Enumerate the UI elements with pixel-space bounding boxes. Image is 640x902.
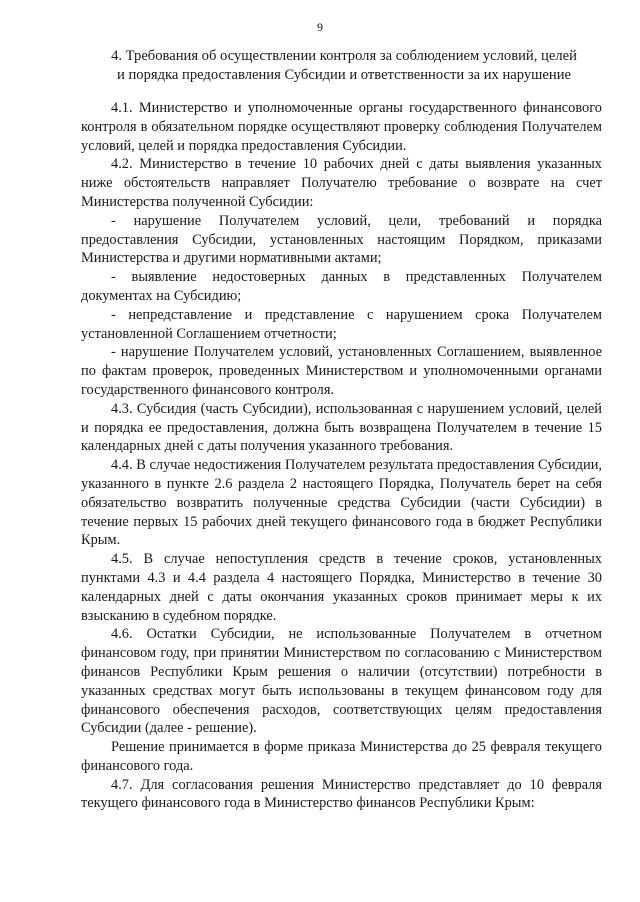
paragraph-4-5: 4.5. В случае непоступления средств в течение сроков, установленных пунктами 4.3 и 4.4 раздела 4 настоящего Порядка, Министерство в течение 30 календарных дней с даты окончания указанных сроков принимает меры к их взысканию в судебном порядке. xyxy=(81,551,602,624)
paragraph-4-4: 4.4. В случае недостижения Получателем результата предоставления Субсидии, указанного в пункте 2.6 раздела 2 настоящего Порядка, Получатель берет на себя обязательство возвратить полученные средства Субсидии (части Субсидии) в течение первых 15 рабочих дней текущего финансового года в бюджет Республики Крым. xyxy=(81,457,602,549)
page-number: 9 xyxy=(317,20,323,34)
section-heading-line-2: и порядка предоставления Субсидии и ответственности за их нарушение xyxy=(117,67,571,83)
list-item: - выявление недостоверных данных в представленных Получателем документах на Субсидию; xyxy=(81,269,602,304)
paragraph-4-1: 4.1. Министерство и уполномоченные органы государственного финансового контроля в обязательном порядке осуществляют проверку соблюдения Получателем условий, целей и порядка предоставления Субсидии. xyxy=(81,100,602,154)
paragraph-4-3: 4.3. Субсидия (часть Субсидии), использованная с нарушением условий, целей и порядка ее предоставления, должна быть возвращена Получателем в течение 15 календарных дней с даты получения указанного требования. xyxy=(81,400,602,455)
paragraph-4-7: 4.7. Для согласования решения Министерство представляет до 10 февраля текущего финансового года в Министерство финансов Республики Крым: xyxy=(81,776,602,812)
paragraph-4-2: 4.2. Министерство в течение 10 рабочих дней с даты выявления указанных ниже обстоятельств направляет Получателю требование о возврате на счет Министерства полученной Субсидии: xyxy=(81,156,602,210)
paragraph-4-6: 4.6. Остатки Субсидии, не использованные Получателем в отчетном финансовом году, при принятии Министерством по согласованию с Министерством финансов Республики Крым решения о наличии (отсутствии) потребности в указанных средствах могут быть использованы в текущем финансовом году для финансового обеспечения расходов, соответствующих целям предоставления Субсидии (далее - решение). xyxy=(81,626,602,737)
list-item: - нарушение Получателем условий, установленных Соглашением, выявленное по фактам проверок, проведенных Министерством и уполномоченными органами государственного финансового контроля. xyxy=(81,344,602,398)
section-heading-line-1: 4. Требования об осуществлении контроля за соблюдением условий, целей xyxy=(111,48,577,64)
document-body xyxy=(81,99,602,813)
list-item: - непредставление и представление с нарушением срока Получателем установленной Соглашением отчетности; xyxy=(81,306,602,342)
list-item: - нарушение Получателем условий, цели, требований и порядка предоставления Субсидии, установленных настоящим Порядком, приказами Министерства и другими нормативными актами; xyxy=(81,212,602,267)
paragraph-decision: Решение принимается в форме приказа Министерства до 25 февраля текущего финансового года. xyxy=(81,739,602,774)
section-heading xyxy=(96,47,592,85)
